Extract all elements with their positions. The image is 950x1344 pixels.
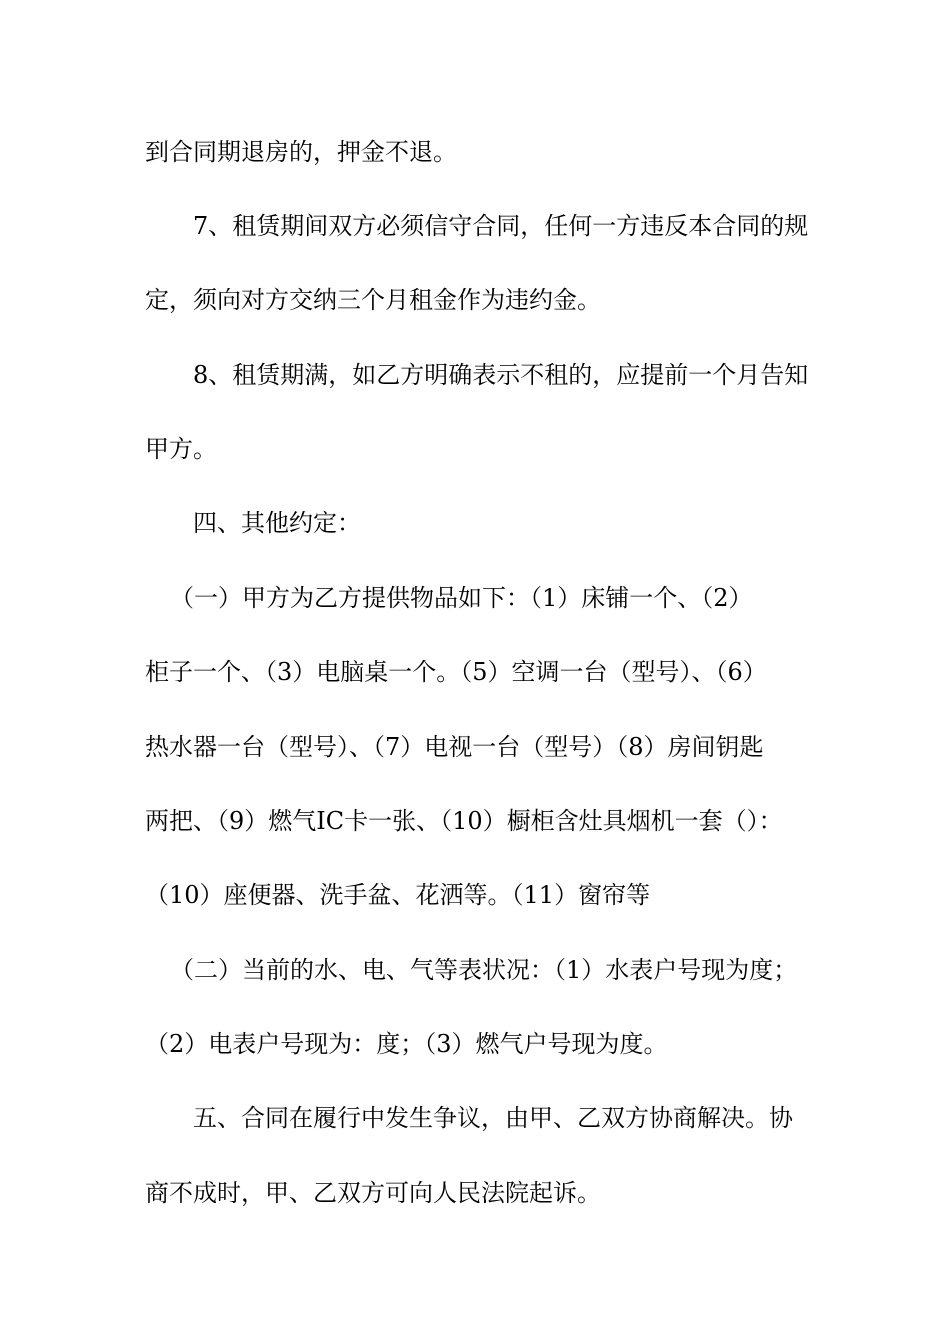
section-heading-other: 四、其他约定： — [193, 509, 361, 537]
text-line-items-3: 热水器一台（型号）、（7）电视一台（型号）（8）房间钥匙 — [145, 733, 764, 761]
text-line-clause-8-cont: 甲方。 — [145, 435, 217, 463]
section-heading-disputes: 五、合同在履行中发生争议，由甲、乙双方协商解决。协 — [193, 1104, 793, 1132]
text-line-items-4: 两把、（9）燃气IC卡一张、（10）橱柜含灶具烟机一套（）： — [145, 807, 783, 835]
text-line-clause-7: 7、租赁期间双方必须信守合同，任何一方违反本合同的规 — [193, 212, 809, 240]
text-line-items-5: （10）座便器、洗手盆、花洒等。（11）窗帘等 — [145, 881, 651, 909]
text-line-meters-2: （2）电表户号现为：度；（3）燃气户号现为度。 — [145, 1030, 668, 1058]
text-line-meters: （二）当前的水、电、气等表状况：（1）水表户号现为度； — [170, 956, 798, 984]
text-line-items: （一）甲方为乙方提供物品如下：（1）床铺一个、（2） — [170, 584, 753, 612]
text-line-deposit: 到合同期退房的，押金不退。 — [145, 138, 457, 166]
text-line-items-2: 柜子一个、（3）电脑桌一个。（5）空调一台（型号）、（6） — [145, 658, 767, 686]
text-line-clause-8: 8、租赁期满，如乙方明确表示不租的，应提前一个月告知 — [193, 361, 809, 389]
text-line-disputes-cont: 商不成时，甲、乙双方可向人民法院起诉。 — [145, 1179, 601, 1207]
text-line-clause-7-cont: 定，须向对方交纳三个月租金作为违约金。 — [145, 286, 601, 314]
